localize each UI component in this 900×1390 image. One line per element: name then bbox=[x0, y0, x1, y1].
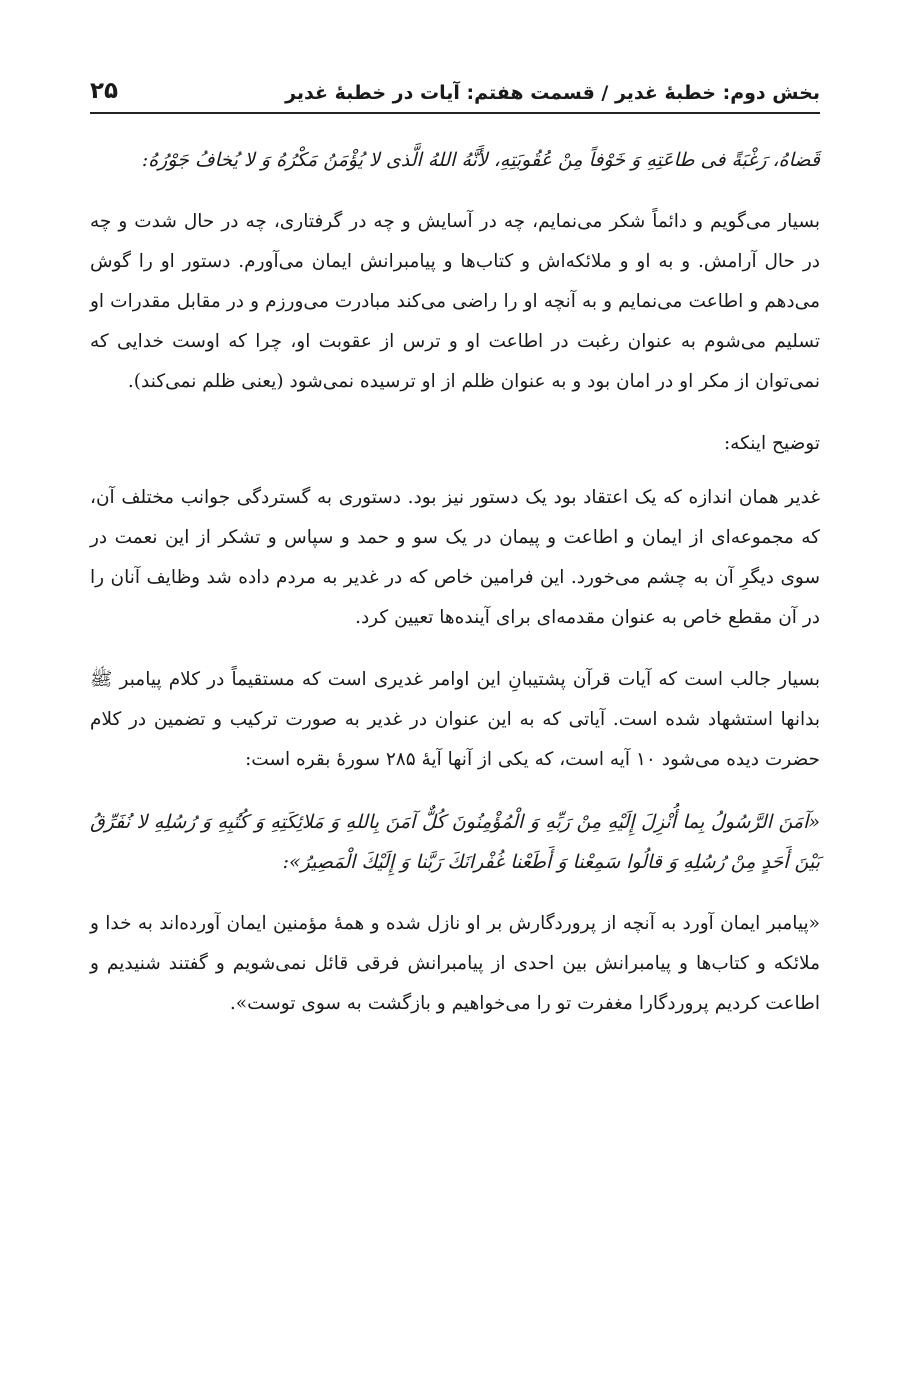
page-body bbox=[90, 140, 820, 1046]
page-number: ۲۵ bbox=[90, 78, 119, 104]
commentary-paragraph-quran: بسیار جالب است که آیات قرآن پشتیبانِ این اوامر غدیری است که مستقیماً در کلام پیامبر ﷺ بدانها استشهاد شده است. آیاتی که به این عنوان در غدیر به صورت ترکیب و تضمین در کلام حضرت دیده می‌شود ۱۰ آیه است، که یکی از آنها آیهٔ ۲۸۵ سورهٔ بقره است: bbox=[90, 669, 820, 770]
persian-translation-paragraph: بسیار می‌گویم و دائماً شکر می‌نمایم، چه در آسایش و چه در گرفتاری، چه در حال شدت و چه در حال آرامش. و به او و ملائکه‌اش و کتاب‌ها و پیامبرانش ایمان می‌آورم. دستور او را گوش می‌دهم و اطاعت می‌نمایم و به آنچه او را راضی می‌کند مبادرت می‌ورزم و در مقابل مقدرات او تسلیم می‌شوم به عنوان رغبت در اطاعت او و ترس از عقوبت او، چرا که اوست خدایی که نمی‌توان از مکر او در امان بود و به عنوان ظلم از او ترسیده نمی‌شود (یعنی ظلم نمی‌کند). bbox=[90, 211, 820, 392]
commentary-paragraph: غدیر همان اندازه که یک اعتقاد بود یک دستور نیز بود. دستوری به گستردگی جوانب مختلف آن، که مجموعه‌ای از ایمان و اطاعت و پیمان در یک سو و حمد و سپاس و تشکر از این نعمت در سوی دیگرِ آن به چشم می‌خورد. این فرامین خاص که در غدیر به مردم داده شد وظایف آنان را در آن مقطع خاص به عنوان مقدمه‌ای برای آینده‌ها تعیین کرد. bbox=[90, 487, 820, 628]
quran-verse: «آمَنَ الرَّسُولُ بِما أُنْزِلَ إِلَيْهِ مِنْ رَبِّهِ وَ الْمُؤْمِنُونَ كُلٌّ آمَنَ بِاللهِ وَ مَلائِكَتِهِ وَ كُتُبِهِ وَ رُسُلِهِ لا نُفَرِّقُ بَيْنَ أَحَدٍ مِنْ رُسُلِهِ وَ قالُوا سَمِعْنا وَ أَطَعْنا غُفْرانَكَ رَبَّنا وَ إِلَيْكَ الْمَصِيرُ»: bbox=[90, 811, 820, 873]
explanation-label: توضیح اینکه: bbox=[723, 433, 820, 454]
book-page bbox=[90, 0, 820, 1390]
arabic-sermon-text: قَضاهُ، رَغْبَةً فى طاعَتِهِ وَ خَوْفاً مِنْ عُقُوبَتِهِ، لأَنَّهُ اللهُ الَّذى لا يُؤْمَنُ مَكْرُهُ وَ لا يُخافُ جَوْرُهُ: bbox=[141, 149, 820, 171]
running-title: بخش دوم: خطبهٔ غدیر / قسمت هفتم: آیات در خطبهٔ غدیر bbox=[285, 82, 820, 104]
verse-translation: «پیامبر ایمان آورد به آنچه از پروردگارش بر او نازل شده و همهٔ مؤمنین ایمان آورده‌اند به خدا و ملائکه و کتاب‌ها و پیامبرانش بین احدی از پیامبرانش فرقی قائل نمی‌شویم و گفتند شنیدیم و اطاعت کردیم پروردگارا مغفرت تو را می‌خواهیم و بازگشت به سوی توست». bbox=[90, 913, 820, 1014]
page-header bbox=[90, 70, 820, 114]
